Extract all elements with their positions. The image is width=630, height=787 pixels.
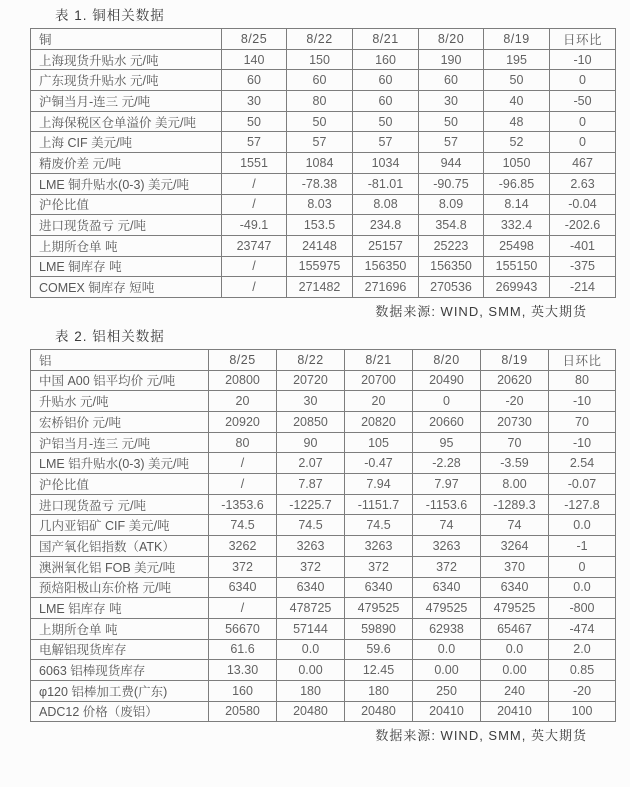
- header-row: [31, 29, 616, 50]
- value-cell: 80: [549, 370, 616, 391]
- value-cell: 0.00: [481, 660, 549, 681]
- value-cell: 20: [209, 391, 277, 412]
- metric-column-header: 铜: [31, 29, 222, 50]
- table-row: [31, 194, 616, 215]
- value-cell: /: [222, 173, 287, 194]
- value-cell: 250: [413, 680, 481, 701]
- value-cell: 20920: [209, 412, 277, 433]
- table-row: [31, 474, 616, 495]
- value-cell: 74.5: [277, 515, 345, 536]
- row-label: 几内亚铝矿 CIF 美元/吨: [31, 515, 209, 536]
- value-cell: 2.63: [550, 173, 616, 194]
- value-cell: -375: [550, 256, 616, 277]
- row-label: LME 铜库存 吨: [31, 256, 222, 277]
- table2-source: 数据来源: WIND, SMM, 英大期货: [375, 728, 587, 744]
- value-cell: 61.6: [209, 639, 277, 660]
- value-cell: -1: [549, 536, 616, 557]
- table-row: [31, 132, 616, 153]
- value-cell: 0: [550, 132, 616, 153]
- table-row: [31, 639, 616, 660]
- row-label: 中国 A00 铝平均价 元/吨: [31, 370, 209, 391]
- value-cell: -3.59: [481, 453, 549, 474]
- value-cell: 478725: [277, 598, 345, 619]
- row-label: 电解铝现货库存: [31, 639, 209, 660]
- value-cell: 372: [277, 556, 345, 577]
- row-label: 上期所仓单 吨: [31, 235, 222, 256]
- table1-source: 数据来源: WIND, SMM, 英大期货: [375, 303, 587, 319]
- value-cell: -0.47: [345, 453, 413, 474]
- value-cell: 8.03: [287, 194, 353, 215]
- value-cell: 155150: [484, 256, 550, 277]
- value-cell: 6340: [413, 577, 481, 598]
- value-cell: 20410: [413, 701, 481, 722]
- row-label: φ120 铝棒加工费(广东): [31, 680, 209, 701]
- value-cell: 467: [550, 153, 616, 174]
- value-cell: 57: [419, 132, 484, 153]
- row-label: 上期所仓单 吨: [31, 618, 209, 639]
- column-header: 日环比: [550, 29, 616, 50]
- column-header: 日环比: [549, 349, 616, 370]
- table2-title: 表 2. 铝相关数据: [55, 328, 165, 344]
- value-cell: 0.0: [481, 639, 549, 660]
- value-cell: -96.85: [484, 173, 550, 194]
- value-cell: 6340: [209, 577, 277, 598]
- value-cell: 90: [277, 432, 345, 453]
- value-cell: 8.09: [419, 194, 484, 215]
- value-cell: 57: [222, 132, 287, 153]
- value-cell: 60: [287, 70, 353, 91]
- metric-column-header: 铝: [31, 349, 209, 370]
- value-cell: 156350: [353, 256, 419, 277]
- value-cell: 60: [419, 70, 484, 91]
- table-row: [31, 598, 616, 619]
- value-cell: 0.00: [413, 660, 481, 681]
- value-cell: 156350: [419, 256, 484, 277]
- value-cell: 270536: [419, 277, 484, 298]
- value-cell: 20490: [413, 370, 481, 391]
- value-cell: 20720: [277, 370, 345, 391]
- value-cell: -10: [549, 391, 616, 412]
- row-label: 升贴水 元/吨: [31, 391, 209, 412]
- value-cell: -20: [549, 680, 616, 701]
- value-cell: -202.6: [550, 215, 616, 236]
- value-cell: -214: [550, 277, 616, 298]
- value-cell: 57: [353, 132, 419, 153]
- copper-data-table: [30, 28, 616, 298]
- value-cell: 62938: [413, 618, 481, 639]
- value-cell: /: [209, 598, 277, 619]
- value-cell: 3262: [209, 536, 277, 557]
- row-label: 进口现货盈亏 元/吨: [31, 494, 209, 515]
- column-header: 8/19: [481, 349, 549, 370]
- value-cell: 150: [287, 49, 353, 70]
- table-row: [31, 173, 616, 194]
- value-cell: 30: [222, 91, 287, 112]
- row-label: LME 铝升贴水(0-3) 美元/吨: [31, 453, 209, 474]
- copper-table-body: [31, 49, 616, 297]
- table-row: [31, 556, 616, 577]
- value-cell: 180: [277, 680, 345, 701]
- value-cell: 479525: [481, 598, 549, 619]
- value-cell: 269943: [484, 277, 550, 298]
- table-row: [31, 277, 616, 298]
- table-row: [31, 391, 616, 412]
- value-cell: 1084: [287, 153, 353, 174]
- value-cell: 1050: [484, 153, 550, 174]
- aluminum-table-header: [31, 349, 616, 370]
- value-cell: 59.6: [345, 639, 413, 660]
- value-cell: 0.85: [549, 660, 616, 681]
- header-row: [31, 349, 616, 370]
- column-header: 8/20: [413, 349, 481, 370]
- value-cell: 0.0: [549, 577, 616, 598]
- table-row: [31, 536, 616, 557]
- table-row: [31, 91, 616, 112]
- row-label: 澳洲氧化铝 FOB 美元/吨: [31, 556, 209, 577]
- table-row: [31, 577, 616, 598]
- value-cell: 3263: [277, 536, 345, 557]
- row-label: 精废价差 元/吨: [31, 153, 222, 174]
- value-cell: 50: [484, 70, 550, 91]
- table-row: [31, 370, 616, 391]
- table-row: [31, 412, 616, 433]
- value-cell: 7.97: [413, 474, 481, 495]
- value-cell: -127.8: [549, 494, 616, 515]
- value-cell: 190: [419, 49, 484, 70]
- value-cell: 2.0: [549, 639, 616, 660]
- row-label: LME 铝库存 吨: [31, 598, 209, 619]
- value-cell: /: [222, 277, 287, 298]
- row-label: 沪铝当月-连三 元/吨: [31, 432, 209, 453]
- row-label: COMEX 铜库存 短吨: [31, 277, 222, 298]
- value-cell: 100: [549, 701, 616, 722]
- value-cell: -20: [481, 391, 549, 412]
- table-row: [31, 453, 616, 474]
- value-cell: -401: [550, 235, 616, 256]
- value-cell: 0.00: [277, 660, 345, 681]
- value-cell: -0.07: [549, 474, 616, 495]
- column-header: 8/22: [277, 349, 345, 370]
- value-cell: /: [209, 474, 277, 495]
- value-cell: 57144: [277, 618, 345, 639]
- value-cell: 180: [345, 680, 413, 701]
- value-cell: -49.1: [222, 215, 287, 236]
- value-cell: 20850: [277, 412, 345, 433]
- aluminum-data-table: [30, 349, 616, 722]
- value-cell: 271482: [287, 277, 353, 298]
- value-cell: -0.04: [550, 194, 616, 215]
- value-cell: 332.4: [484, 215, 550, 236]
- value-cell: 354.8: [419, 215, 484, 236]
- value-cell: 25223: [419, 235, 484, 256]
- row-label: 6063 铝棒现货库存: [31, 660, 209, 681]
- copper-table-header: [31, 29, 616, 50]
- value-cell: 74.5: [345, 515, 413, 536]
- value-cell: 479525: [413, 598, 481, 619]
- value-cell: 59890: [345, 618, 413, 639]
- aluminum-table-body: [31, 370, 616, 722]
- value-cell: 25157: [353, 235, 419, 256]
- table-row: [31, 256, 616, 277]
- value-cell: -1151.7: [345, 494, 413, 515]
- value-cell: -1289.3: [481, 494, 549, 515]
- column-header: 8/21: [353, 29, 419, 50]
- value-cell: 195: [484, 49, 550, 70]
- value-cell: 20820: [345, 412, 413, 433]
- table-row: [31, 215, 616, 236]
- value-cell: -10: [549, 432, 616, 453]
- value-cell: 479525: [345, 598, 413, 619]
- value-cell: 153.5: [287, 215, 353, 236]
- row-label: 上海 CIF 美元/吨: [31, 132, 222, 153]
- row-label: 宏桥铝价 元/吨: [31, 412, 209, 433]
- value-cell: 20660: [413, 412, 481, 433]
- value-cell: 24148: [287, 235, 353, 256]
- value-cell: 65467: [481, 618, 549, 639]
- value-cell: 95: [413, 432, 481, 453]
- value-cell: 74.5: [209, 515, 277, 536]
- column-header: 8/20: [419, 29, 484, 50]
- value-cell: 372: [209, 556, 277, 577]
- value-cell: 372: [413, 556, 481, 577]
- value-cell: 25498: [484, 235, 550, 256]
- table-row: [31, 618, 616, 639]
- value-cell: 0: [550, 70, 616, 91]
- value-cell: 3264: [481, 536, 549, 557]
- row-label: 广东现货升贴水 元/吨: [31, 70, 222, 91]
- row-label: 国产氧化铝指数（ATK）: [31, 536, 209, 557]
- value-cell: 56670: [209, 618, 277, 639]
- value-cell: 30: [419, 91, 484, 112]
- value-cell: 3263: [413, 536, 481, 557]
- column-header: 8/22: [287, 29, 353, 50]
- value-cell: 20410: [481, 701, 549, 722]
- value-cell: 20700: [345, 370, 413, 391]
- value-cell: 7.87: [277, 474, 345, 495]
- value-cell: 74: [413, 515, 481, 536]
- value-cell: 3263: [345, 536, 413, 557]
- row-label: 沪伦比值: [31, 474, 209, 495]
- column-header: 8/25: [209, 349, 277, 370]
- row-label: 沪铜当月-连三 元/吨: [31, 91, 222, 112]
- value-cell: 0: [413, 391, 481, 412]
- value-cell: 6340: [277, 577, 345, 598]
- value-cell: -800: [549, 598, 616, 619]
- value-cell: 70: [481, 432, 549, 453]
- value-cell: 8.08: [353, 194, 419, 215]
- value-cell: 50: [222, 111, 287, 132]
- value-cell: -2.28: [413, 453, 481, 474]
- value-cell: 0: [550, 111, 616, 132]
- value-cell: 105: [345, 432, 413, 453]
- value-cell: 74: [481, 515, 549, 536]
- value-cell: 8.14: [484, 194, 550, 215]
- table-row: [31, 153, 616, 174]
- table-row: [31, 432, 616, 453]
- value-cell: 944: [419, 153, 484, 174]
- value-cell: 70: [549, 412, 616, 433]
- value-cell: 7.94: [345, 474, 413, 495]
- value-cell: 370: [481, 556, 549, 577]
- value-cell: 140: [222, 49, 287, 70]
- value-cell: 48: [484, 111, 550, 132]
- value-cell: 8.00: [481, 474, 549, 495]
- value-cell: 50: [353, 111, 419, 132]
- table-row: [31, 70, 616, 91]
- value-cell: 60: [353, 70, 419, 91]
- value-cell: /: [222, 194, 287, 215]
- value-cell: -1225.7: [277, 494, 345, 515]
- table-row: [31, 111, 616, 132]
- table-row: [31, 660, 616, 681]
- row-label: 上海现货升贴水 元/吨: [31, 49, 222, 70]
- value-cell: 50: [287, 111, 353, 132]
- value-cell: 50: [419, 111, 484, 132]
- row-label: ADC12 价格（废铝）: [31, 701, 209, 722]
- value-cell: 20480: [277, 701, 345, 722]
- value-cell: 271696: [353, 277, 419, 298]
- table1-title: 表 1. 铜相关数据: [55, 8, 165, 23]
- table-row: [31, 515, 616, 536]
- value-cell: 234.8: [353, 215, 419, 236]
- value-cell: -90.75: [419, 173, 484, 194]
- value-cell: 372: [345, 556, 413, 577]
- value-cell: 20: [345, 391, 413, 412]
- column-header: 8/19: [484, 29, 550, 50]
- value-cell: 20580: [209, 701, 277, 722]
- value-cell: 13.30: [209, 660, 277, 681]
- value-cell: -1353.6: [209, 494, 277, 515]
- value-cell: 20480: [345, 701, 413, 722]
- table-row: [31, 701, 616, 722]
- column-header: 8/25: [222, 29, 287, 50]
- value-cell: 6340: [345, 577, 413, 598]
- value-cell: 240: [481, 680, 549, 701]
- value-cell: /: [222, 256, 287, 277]
- value-cell: 40: [484, 91, 550, 112]
- value-cell: /: [209, 453, 277, 474]
- value-cell: 60: [353, 91, 419, 112]
- value-cell: 60: [222, 70, 287, 91]
- column-header: 8/21: [345, 349, 413, 370]
- table-row: [31, 680, 616, 701]
- table-row: [31, 49, 616, 70]
- value-cell: 6340: [481, 577, 549, 598]
- value-cell: -10: [550, 49, 616, 70]
- value-cell: 12.45: [345, 660, 413, 681]
- value-cell: 80: [287, 91, 353, 112]
- value-cell: -78.38: [287, 173, 353, 194]
- value-cell: 1034: [353, 153, 419, 174]
- value-cell: 0: [549, 556, 616, 577]
- table-row: [31, 235, 616, 256]
- value-cell: 20620: [481, 370, 549, 391]
- value-cell: 23747: [222, 235, 287, 256]
- value-cell: 20800: [209, 370, 277, 391]
- value-cell: 2.07: [277, 453, 345, 474]
- value-cell: 52: [484, 132, 550, 153]
- value-cell: 2.54: [549, 453, 616, 474]
- value-cell: -1153.6: [413, 494, 481, 515]
- value-cell: 0.0: [413, 639, 481, 660]
- value-cell: 160: [353, 49, 419, 70]
- value-cell: 57: [287, 132, 353, 153]
- row-label: 上海保税区仓单溢价 美元/吨: [31, 111, 222, 132]
- value-cell: 155975: [287, 256, 353, 277]
- value-cell: 1551: [222, 153, 287, 174]
- row-label: 预焙阳极山东价格 元/吨: [31, 577, 209, 598]
- value-cell: 0.0: [549, 515, 616, 536]
- table-row: [31, 494, 616, 515]
- value-cell: 80: [209, 432, 277, 453]
- value-cell: -474: [549, 618, 616, 639]
- value-cell: 0.0: [277, 639, 345, 660]
- value-cell: 160: [209, 680, 277, 701]
- row-label: LME 铜升贴水(0-3) 美元/吨: [31, 173, 222, 194]
- value-cell: 20730: [481, 412, 549, 433]
- row-label: 进口现货盈亏 元/吨: [31, 215, 222, 236]
- row-label: 沪伦比值: [31, 194, 222, 215]
- value-cell: -50: [550, 91, 616, 112]
- value-cell: -81.01: [353, 173, 419, 194]
- value-cell: 30: [277, 391, 345, 412]
